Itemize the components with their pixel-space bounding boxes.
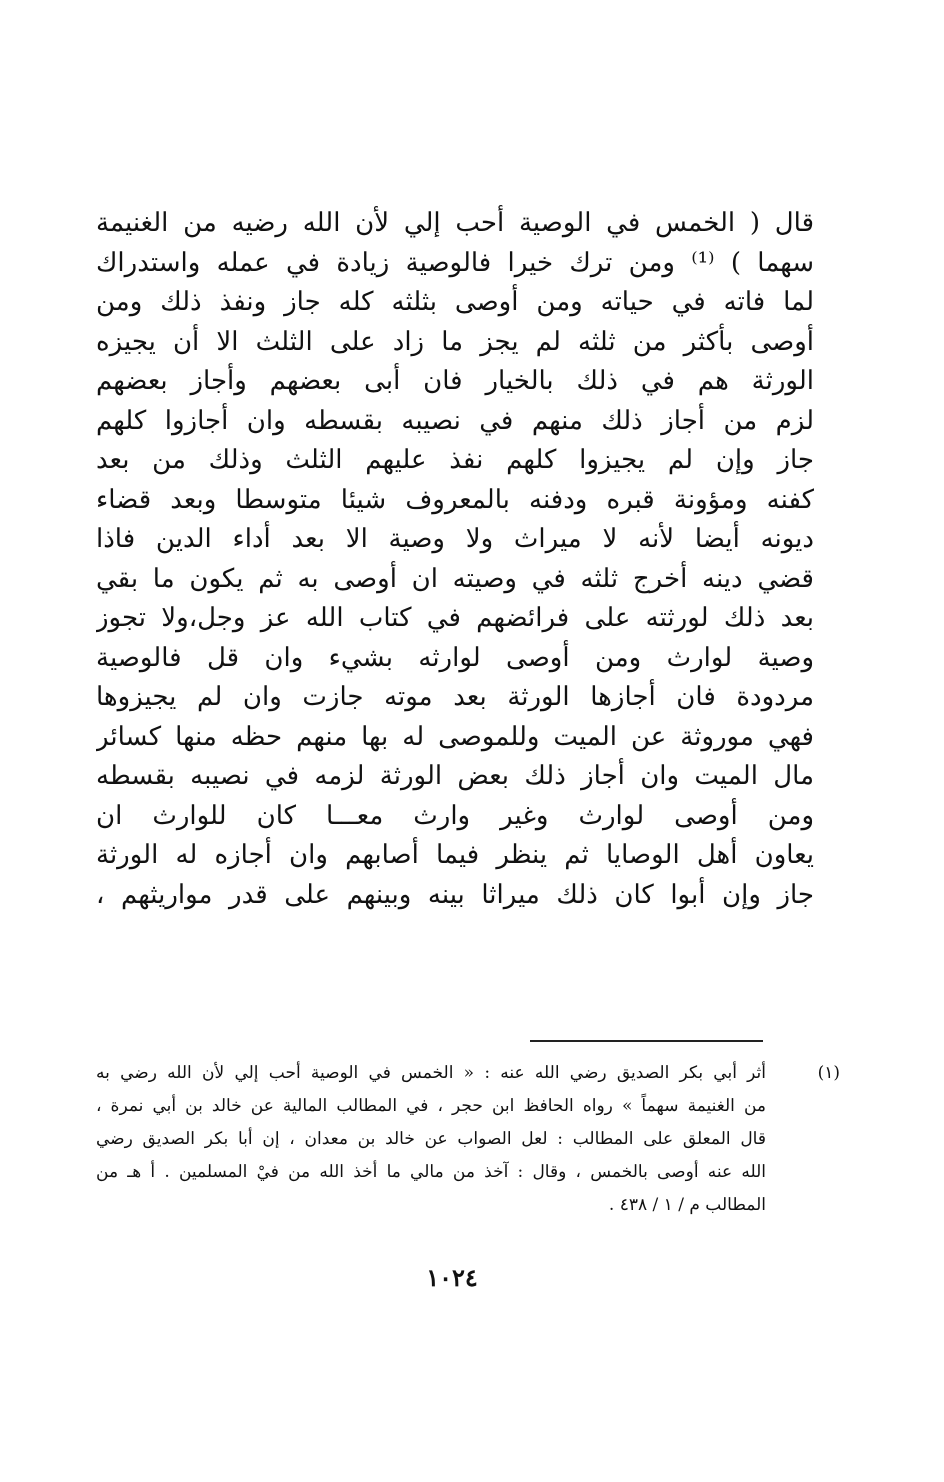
text-line: جاز وإن أبوا كان ذلك ميراثا بينه وبينهم على قدر مواريثهم ، — [96, 879, 814, 910]
text-line: سهما ) ⁽¹⁾ ومن ترك خيرا فالوصية زيادة في عمله واستدراك — [96, 247, 814, 278]
text-line: جاز وإن لم يجيزوا كلهم نفذ عليهم الثلث وذلك من بعد — [96, 445, 814, 475]
text-line: الورثة هم في ذلك بالخيار فان أبى بعضهم وأجاز بعضهم — [96, 366, 814, 396]
text-line: فهي موروثة عن الميت وللموصى له بها منهم حظه منها كسائر — [96, 721, 814, 752]
footnote-line: المطالب م / ١ / ٤٣٨ . — [608, 1195, 766, 1215]
footnote-line: قال المعلق على المطالب : لعل الصواب عن خالد بن معدان ، إن أبا بكر الصديق رضي — [96, 1129, 766, 1149]
text-line: ومن أوصى لوارث وغير وارث معـــا كان للوارث ان — [96, 800, 814, 831]
footnote-line: الله عنه أوصى بالخمس ، وقال : آخذ من مالي ما أخذ الله من فيْ المسلمين . أ هـ من — [96, 1162, 766, 1182]
footnote-marker: (١) — [817, 1063, 840, 1083]
page-number: ١٠٢٤ — [426, 1263, 478, 1292]
footnote-line: من الغنيمة سهماً » رواه الحافظ ابن حجر ، في المطالب المالية عن خالد بن أبي نمرة ، — [96, 1096, 766, 1116]
text-line: قضي دينه أخرج ثلثه في وصيته ان أوصى به ثم يكون ما بقي — [96, 563, 814, 594]
text-line: لما فاته في حياته ومن أوصى بثلثه كله جاز ونفذ ذلك ومن — [96, 287, 814, 317]
text-line: لزم من أجاز ذلك منهم في نصيبه بقسطه وان أجازوا كلهم — [96, 405, 814, 436]
text-line: مردودة فان أجازها الورثة بعد موته جازت وان لم يجيزوها — [96, 682, 814, 712]
text-line: مال الميت وان أجاز ذلك بعض الورثة لزمه في نصيبه بقسطه — [96, 761, 814, 791]
text-line: وصية لوارث ومن أوصى لوارثه بشيء وان قل فالوصية — [96, 642, 814, 673]
footnote-separator — [530, 1040, 763, 1042]
footnote-line: أثر أبي بكر الصديق رضي الله عنه : « الخمس في الوصية أحب إلي لأن الله رضي به — [96, 1063, 766, 1083]
text-line: بعد ذلك لورثته على فرائضهم في كتاب الله عز وجل،ولا تجوز — [96, 603, 814, 633]
text-line: كفنه ومؤونة قبره ودفنه بالمعروف شيئا متوسطا وبعد قضاء — [96, 484, 814, 515]
text-line: أوصى بأكثر من ثلثه لم يجز ما زاد على الثلث الا أن يجيزه — [96, 326, 814, 357]
text-line: قال ( الخمس في الوصية أحب إلي لأن الله رضيه من الغنيمة — [96, 208, 814, 238]
text-line: يعاون أهل الوصايا ثم ينظر فيما أصابهم وان أجازه له الورثة — [96, 840, 814, 870]
footnote-block — [96, 1057, 766, 1222]
main-text-block — [96, 204, 814, 915]
text-line: ديونه أيضا لأنه لا ميراث ولا وصية الا بعد أداء الدين فاذا — [96, 524, 814, 554]
